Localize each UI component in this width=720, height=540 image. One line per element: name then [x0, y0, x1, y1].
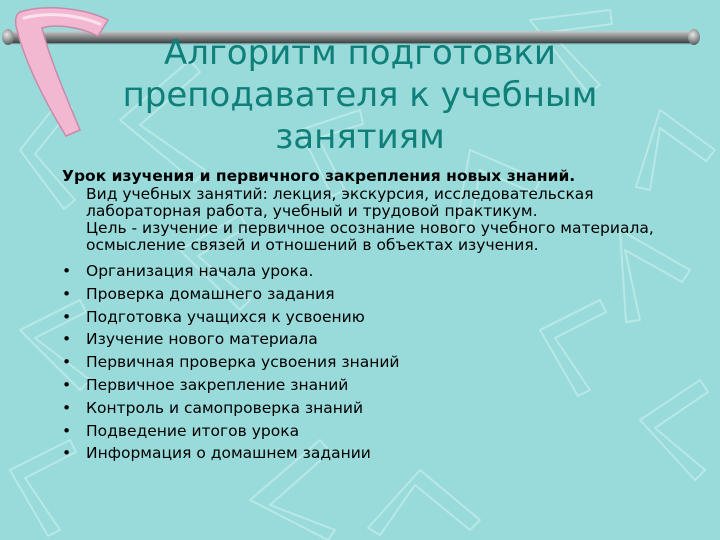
list-item: • Подведение итогов урока	[62, 420, 682, 443]
bullet-icon: •	[62, 375, 72, 394]
bullet-icon: •	[62, 398, 72, 417]
bullet-icon: •	[62, 444, 72, 463]
lesson-description	[86, 186, 682, 254]
list-item: • Информация о домашнем задании	[62, 442, 682, 465]
lesson-kind-text: Вид учебных занятий: лекция, экскурсия, исследовательская лабораторная работа, учебный и трудовой практикум.	[86, 185, 594, 220]
list-item: • Первичная проверка усвоения знаний	[62, 351, 682, 374]
bullet-icon: •	[62, 284, 72, 303]
list-item: • Изучение нового материала	[62, 328, 682, 351]
bullet-icon: •	[62, 421, 72, 440]
list-item: • Проверка домашнего задания	[62, 283, 682, 306]
bullet-icon: •	[62, 353, 72, 372]
bullet-icon: •	[62, 307, 72, 326]
list-item: • Контроль и самопроверка знаний	[62, 397, 682, 420]
rod-right-cap	[688, 29, 700, 45]
slide-content	[62, 166, 682, 465]
list-item: • Первичное закрепление знаний	[62, 374, 682, 397]
lesson-steps-list	[62, 260, 682, 465]
lesson-goal-text: Цель - изучение и первичное осознание нового учебного материала, осмысление связей и отношений в объектах изучения.	[86, 219, 654, 254]
bullet-icon: •	[62, 262, 72, 280]
lesson-type-heading: Урок изучения и первичного закрепления новых знаний.	[62, 167, 576, 185]
list-item: • Подготовка учащихся к усвоению	[62, 306, 682, 329]
list-item: • Организация начала урока.	[62, 260, 682, 283]
bullet-icon: •	[62, 330, 72, 349]
slide-title: Алгоритм подготовки преподавателя к учебным занятиям	[122, 33, 598, 157]
